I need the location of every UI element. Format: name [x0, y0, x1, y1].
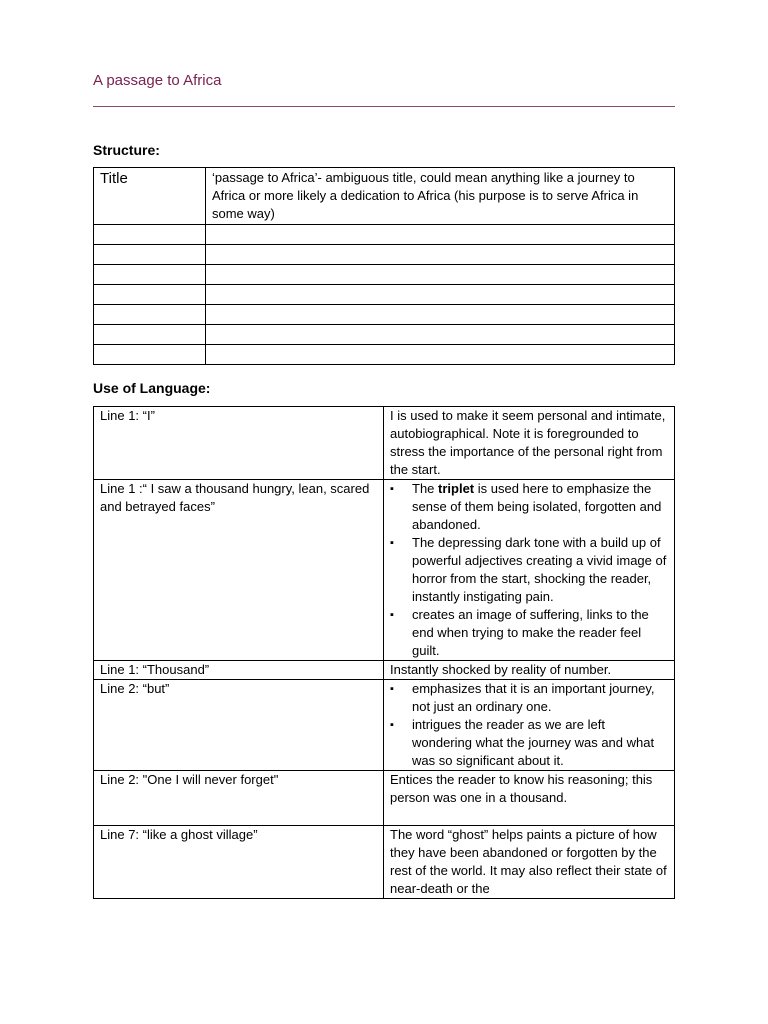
analysis-cell: Instantly shocked by reality of number.: [384, 661, 675, 680]
empty-cell: [206, 245, 675, 265]
table-row: [94, 265, 675, 285]
table-row: [94, 680, 675, 771]
structure-table: [93, 167, 675, 365]
analysis-cell: I is used to make it seem personal and intimate, autobiographical. Note it is foregrounded to stress the importance of the personal right from the start.: [384, 407, 675, 480]
empty-cell: [94, 225, 206, 245]
quote-cell: Line 1: “I”: [94, 407, 384, 480]
table-row: [94, 245, 675, 265]
quote-cell: Line 7: “like a ghost village”: [94, 826, 384, 899]
list-item: ▪ The triplet is used here to emphasize the sense of them being isolated, forgotten and abandoned.: [412, 480, 668, 534]
bullet-list: [390, 480, 668, 660]
empty-cell: [206, 305, 675, 325]
quote-cell: Line 2: “but”: [94, 680, 384, 771]
quote-cell: Line 1 :“ I saw a thousand hungry, lean, scared and betrayed faces”: [94, 480, 384, 661]
table-row: [94, 480, 675, 661]
quote-cell: Line 2: "One I will never forget": [94, 771, 384, 826]
structure-label-cell: Title: [94, 168, 206, 225]
empty-cell: [206, 225, 675, 245]
table-row: [94, 407, 675, 480]
empty-cell: [94, 265, 206, 285]
structure-heading: Structure:: [93, 142, 160, 158]
empty-cell: [206, 265, 675, 285]
analysis-cell: Entices the reader to know his reasoning; this person was one in a thousand.: [384, 771, 675, 826]
empty-cell: [94, 305, 206, 325]
table-row: [94, 826, 675, 899]
list-item: ▪ The depressing dark tone with a build up of powerful adjectives creating a vivid image of horror from the start, shocking the reader, instantly instigating pain.: [412, 534, 668, 606]
table-row: [94, 661, 675, 680]
table-row: [94, 225, 675, 245]
list-item: ▪ intrigues the reader as we are left wondering what the journey was and what was so significant about it.: [412, 716, 668, 770]
analysis-cell: The word “ghost” helps paints a picture of how they have been abandoned or forgotten by the rest of the world. It may also reflect their state of near-death or the: [384, 826, 675, 899]
page-title: A passage to Africa: [93, 72, 222, 89]
quote-cell: Line 1: “Thousand”: [94, 661, 384, 680]
language-heading: Use of Language:: [93, 380, 211, 396]
table-row: [94, 325, 675, 345]
structure-text-cell: ‘passage to Africa’- ambiguous title, could mean anything like a journey to Africa or more likely a dedication to Africa (his purpose is to serve Africa in some way): [206, 168, 675, 225]
bullet-list: [390, 680, 668, 770]
table-row: [94, 285, 675, 305]
analysis-cell: [384, 480, 675, 661]
title-underline: [93, 106, 675, 107]
list-item: ▪ emphasizes that it is an important journey, not just an ordinary one.: [412, 680, 668, 716]
table-row: [94, 771, 675, 826]
empty-cell: [206, 325, 675, 345]
table-row: [94, 345, 675, 365]
empty-cell: [94, 285, 206, 305]
list-item: ▪ creates an image of suffering, links to the end when trying to make the reader feel guilt.: [412, 606, 668, 660]
table-row: [94, 305, 675, 325]
analysis-cell: [384, 680, 675, 771]
language-table: [93, 406, 675, 899]
table-row: [94, 168, 675, 225]
empty-cell: [94, 325, 206, 345]
empty-cell: [206, 285, 675, 305]
empty-cell: [94, 345, 206, 365]
empty-cell: [206, 345, 675, 365]
empty-cell: [94, 245, 206, 265]
